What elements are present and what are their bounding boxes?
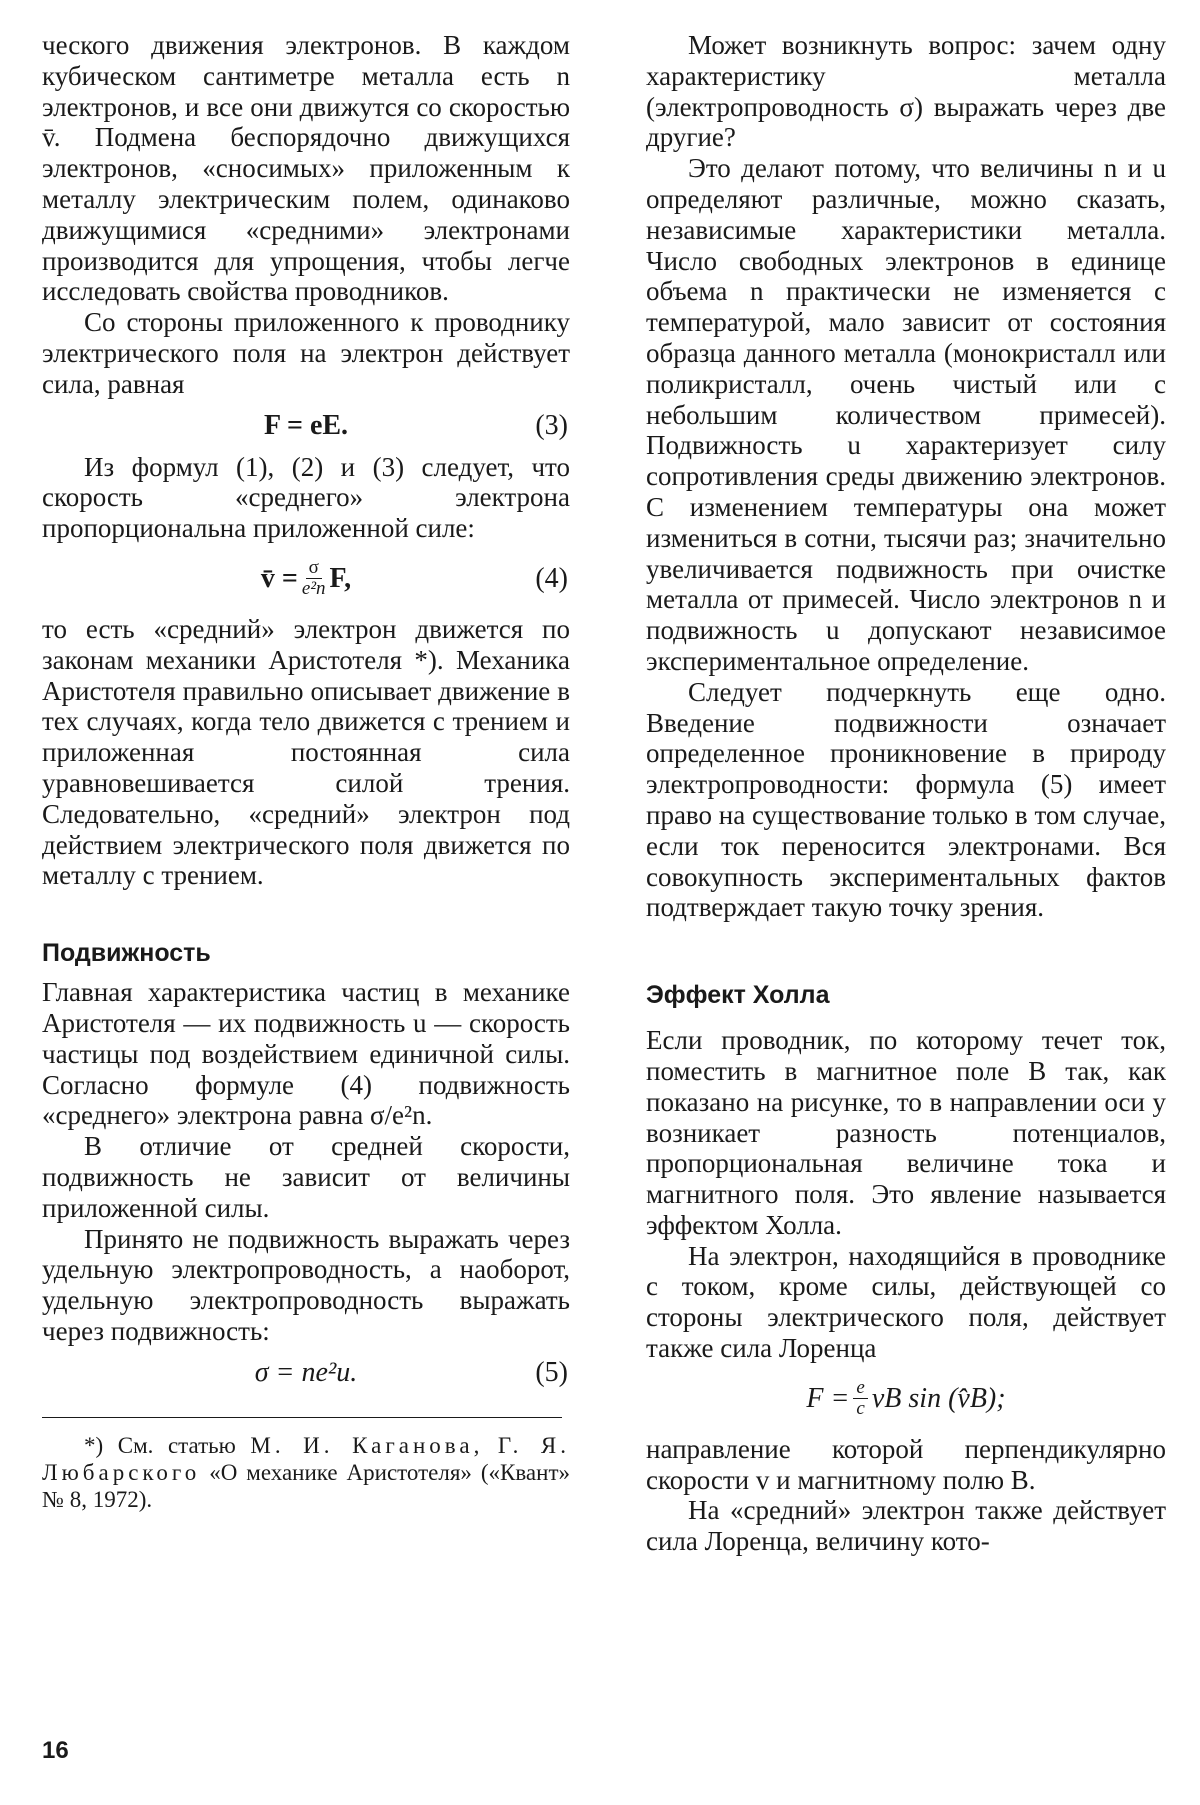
paragraph: В отличие от средней скорости, подвижность не зависит от величины приложенной силы. xyxy=(42,1131,570,1223)
paragraph: Со стороны приложенного к проводнику электрического поля на электрон действует сила, равная xyxy=(42,307,570,399)
paragraph: На «средний» электрон также действует сила Лоренца, величину кото- xyxy=(646,1495,1166,1557)
paragraph: Это делают потому, что величины n и u определяют различные, можно сказать, независимые характеристики металла. Число свободных электронов в единице объема n практически не изменяется с температурой, мало зависит от состояния образца данного металла (монокристалл или поликристалл, очень чистый или с небольшим количеством примесей). Подвижность u характеризует силу сопротивления среды движению электронов. С изменением температуры она может измениться в сотни, тысячи раз; значительно увеличивается подвижность при очистке металла от примесей. Число электронов n и подвижность u допускают независимое экспериментальное определение. xyxy=(646,153,1166,676)
equation-number: (4) xyxy=(535,562,568,594)
paragraph: Если проводник, по которому течет ток, поместить в магнитное поле B так, как показано на рисунке, то в направлении оси y возникает разность потенциалов, пропорциональная величине тока и магнитного поля. Это явление называется эффектом Холла. xyxy=(646,1025,1166,1240)
footnote xyxy=(42,1432,570,1513)
fraction-numerator: e xyxy=(853,1378,867,1399)
paragraph: то есть «средний» электрон движется по законам механики Аристотеля *). Механика Аристотеля правильно описывает движение в тех случаях, когда тело движется с трением и приложенная постоянная сила уравновешивается силой трения. Следовательно, «средний» электрон под действием электрического поля движется по металлу с трением. xyxy=(42,613,570,891)
fraction xyxy=(302,558,326,599)
formula-3 xyxy=(42,400,570,452)
formula-lhs: F = xyxy=(806,1382,850,1414)
fraction-denominator: e²n xyxy=(301,578,326,600)
formula-5 xyxy=(42,1347,570,1399)
footnote-text: «О механике Аристотеля» («Квант» № 8, 1972). xyxy=(42,1459,570,1512)
paragraph: Из формул (1), (2) и (3) следует, что скорость «среднего» электрона пропорциональна приложенной силе: xyxy=(42,451,570,544)
paragraph: Принято не подвижность выражать через удельную электропроводность, а наоборот, удельную электропроводность выражать через подвижность: xyxy=(42,1223,570,1346)
left-column xyxy=(42,30,570,1513)
footnote-author: М. И. Каганова, xyxy=(250,1432,484,1458)
fraction-denominator: c xyxy=(856,1398,865,1420)
right-column xyxy=(646,30,1166,1557)
section-heading: Эффект Холла xyxy=(646,981,830,1010)
page-number: 16 xyxy=(42,1737,69,1764)
section-heading: Подвижность xyxy=(42,939,211,968)
formula-text: σ = ne²u. xyxy=(254,1356,358,1388)
paragraph: На электрон, находящийся в проводнике с током, кроме силы, действующей со стороны электрического поля, действует также сила Лоренца xyxy=(646,1240,1166,1364)
formula-rhs: F, xyxy=(329,562,352,594)
formula-text: F = eE. xyxy=(263,409,349,441)
paragraph: Следует подчеркнуть еще одно. Введение подвижности означает определенное проникновение в природу электропроводности: формула (5) имеет право на существование только в том случае, если ток переносится электронами. Вся совокупность экспериментальных фактов подтверждает такую точку зрения. xyxy=(646,676,1166,923)
footnote-author: Г. Я. Любарского xyxy=(42,1432,571,1485)
paragraph: Может возникнуть вопрос: зачем одну характеристику металла (электропроводность σ) выражать через две другие? xyxy=(646,30,1166,153)
paragraph: направление которой перпендикулярно скорости v и магнитному полю B. xyxy=(646,1433,1166,1495)
lorentz-formula xyxy=(646,1364,1166,1434)
fraction-numerator: σ xyxy=(306,558,322,579)
formula-rhs: vB sin (v̂B); xyxy=(871,1382,1006,1414)
equation-number: (5) xyxy=(535,1356,568,1388)
equation-number: (3) xyxy=(535,409,568,441)
paragraph: ческого движения электронов. В каждом кубическом сантиметре металла есть n электронов, и все они движутся со скоростью v̄. Подмена беспорядочно движущихся электронов, «сносимых» приложенным к металлу электрическим полем, одинаково движущимися «средними» электронами производится для упрощения, чтобы легче исследовать свойства проводников. xyxy=(42,30,570,307)
fraction xyxy=(853,1378,867,1419)
formula-4 xyxy=(42,544,570,614)
formula-lhs: v̄ = xyxy=(260,562,298,594)
paragraph: Главная характеристика частиц в механике Аристотеля — их подвижность u — скорость частицы под воздействием единичной силы. Согласно формуле (4) подвижность «среднего» электрона равна σ/e²n. xyxy=(42,977,570,1131)
footnote-mark: *) См. статью xyxy=(84,1432,236,1458)
